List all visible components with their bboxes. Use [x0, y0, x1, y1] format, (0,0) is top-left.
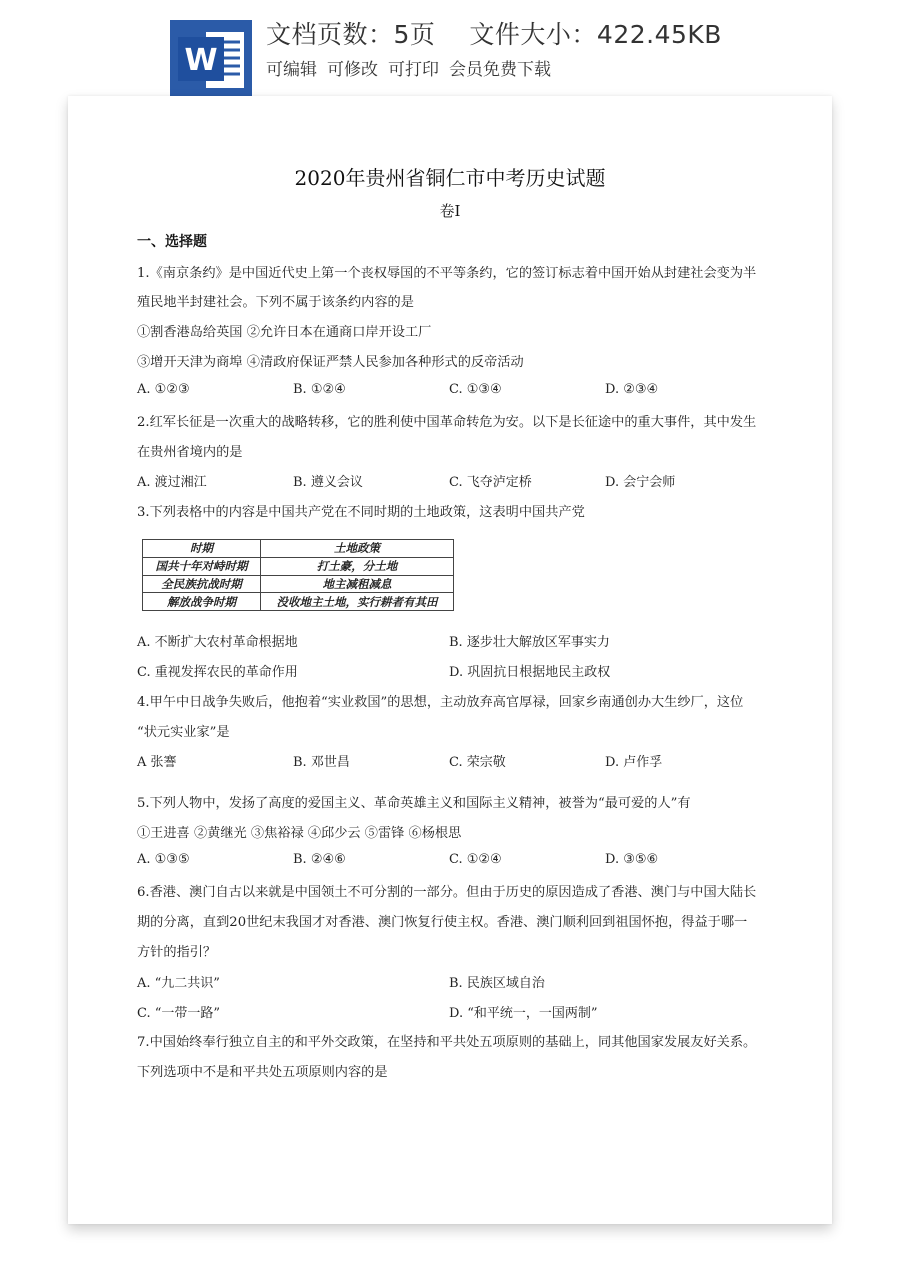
question-7-line-2: 下列选项中不是和平共处五项原则内容的是	[137, 1065, 388, 1080]
question-5-items: ①王进喜 ②黄继光 ③焦裕禄 ④邱少云 ⑤雷锋 ⑥杨根思	[137, 826, 462, 841]
document-title: 2020年贵州省铜仁市中考历史试题	[294, 166, 606, 190]
table-cell-policy: 地主减租减息	[261, 575, 454, 593]
page-count: 文档页数：5页	[266, 20, 436, 49]
section-heading: 一、选择题	[137, 234, 207, 250]
file-size: 文件大小：422.45KB	[469, 20, 722, 49]
question-4-line-1: 4.甲午中日战争失败后，他抱着“实业救国”的思想，主动放弃高官厚禄，回家乡南通创办大生纱厂，这位	[137, 695, 744, 710]
q2-option-b: B. 遵义会议	[293, 475, 363, 490]
question-1-item-b: ③增开天津为商埠 ④清政府保证严禁人民参加各种形式的反帝活动	[137, 355, 524, 370]
document-page	[68, 96, 832, 1224]
question-2-line-2: 在贵州省境内的是	[137, 445, 243, 460]
volume-label: 卷Ⅰ	[439, 202, 461, 220]
q4-option-b: B. 邓世昌	[293, 755, 350, 770]
q1-option-a: A. ①②③	[137, 382, 190, 397]
table-row	[143, 593, 454, 611]
q5-option-d: D. ③⑤⑥	[605, 852, 659, 867]
q4-option-d: D. 卢作孚	[605, 755, 663, 770]
q6-option-a: A. “九二共识”	[137, 976, 220, 991]
q4-option-a: A 张謇	[137, 755, 177, 770]
question-1-line-2: 殖民地半封建社会。下列不属于该条约内容的是	[137, 295, 414, 310]
feature-modifiable: 可修改	[327, 60, 378, 80]
q3-option-b: B. 逐步壮大解放区军事实力	[449, 635, 610, 650]
question-4-line-2: “状元实业家”是	[137, 725, 230, 740]
q3-option-d: D. 巩固抗日根据地民主政权	[449, 665, 611, 680]
word-icon-letter: W	[184, 43, 218, 78]
feature-member-download: 会员免费下载	[449, 60, 551, 80]
question-5-line-1: 5.下列人物中，发扬了高度的爱国主义、革命英雄主义和国际主义精神，被誉为“最可爱的人”有	[137, 796, 691, 811]
q2-option-d: D. 会宁会师	[605, 475, 676, 490]
doc-info	[266, 18, 722, 80]
table-header-row	[143, 540, 454, 558]
question-3-line-1: 3.下列表格中的内容是中国共产党在不同时期的土地政策，这表明中国共产党	[137, 505, 585, 520]
question-1-item-a: ①割香港岛给英国 ②允许日本在通商口岸开设工厂	[137, 325, 432, 340]
feature-printable: 可打印	[388, 60, 439, 80]
question-2-line-1: 2.红军长征是一次重大的战略转移，它的胜利使中国革命转危为安。以下是长征途中的重大事件，其中发生	[137, 415, 757, 430]
table-row	[143, 575, 454, 593]
table-header-policy: 土地政策	[261, 540, 454, 558]
q5-option-c: C. ①②④	[449, 852, 502, 867]
table-row	[143, 557, 454, 575]
q1-option-d: D. ②③④	[605, 382, 659, 397]
table-header-period: 时期	[143, 540, 261, 558]
q3-option-c: C. 重视发挥农民的革命作用	[137, 665, 298, 680]
q1-option-c: C. ①③④	[449, 382, 502, 397]
feature-list	[266, 55, 722, 80]
q6-option-b: B. 民族区域自治	[449, 976, 545, 991]
q4-option-c: C. 荣宗敬	[449, 755, 506, 770]
question-7-line-1: 7.中国始终奉行独立自主的和平外交政策，在坚持和平共处五项原则的基础上，同其他国家发展友好关系。	[137, 1035, 757, 1050]
download-banner	[0, 0, 900, 100]
table-cell-policy: 没收地主土地，实行耕者有其田	[261, 593, 454, 611]
q6-option-c: C. “一带一路”	[137, 1006, 221, 1021]
feature-editable: 可编辑	[266, 60, 317, 80]
table-cell-period: 全民族抗战时期	[143, 575, 261, 593]
q5-option-a: A. ①③⑤	[137, 852, 190, 867]
q6-option-d: D. “和平统一，一国两制”	[449, 1006, 598, 1021]
q1-option-b: B. ①②④	[293, 382, 346, 397]
table-cell-period: 解放战争时期	[143, 593, 261, 611]
table-cell-period: 国共十年对峙时期	[143, 557, 261, 575]
land-policy-table	[142, 539, 454, 611]
q3-option-a: A. 不断扩大农村革命根据地	[137, 635, 298, 650]
question-1-line-1: 1.《南京条约》是中国近代史上第一个丧权辱国的不平等条约，它的签订标志着中国开始从封建社会变为半	[137, 266, 757, 281]
q5-option-b: B. ②④⑥	[293, 852, 346, 867]
question-6-line-2: 期的分离，直到20世纪末我国才对香港、澳门恢复行使主权。香港、澳门顺利回到祖国怀抱，得益于哪一	[137, 915, 748, 930]
q2-option-a: A. 渡过湘江	[137, 475, 207, 490]
word-document-icon	[170, 20, 252, 98]
question-6-line-3: 方针的指引？	[137, 945, 217, 960]
q2-option-c: C. 飞夺泸定桥	[449, 475, 532, 490]
question-6-line-1: 6.香港、澳门自古以来就是中国领土不可分割的一部分。但由于历史的原因造成了香港、澳门与中国大陆长	[137, 885, 757, 900]
table-cell-policy: 打土豪，分土地	[261, 557, 454, 575]
